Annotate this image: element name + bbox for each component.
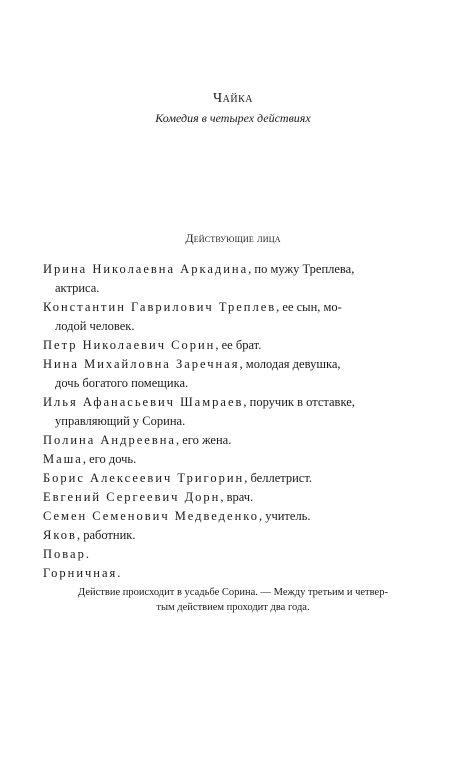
character-desc: , беллетрист. xyxy=(244,471,312,485)
cast-item xyxy=(43,431,401,450)
cast-item xyxy=(43,488,401,507)
cast-item xyxy=(43,469,401,488)
character-desc-cont: лодой человек. xyxy=(55,319,135,333)
cast-item xyxy=(43,564,401,583)
cast-item xyxy=(43,507,401,526)
cast-item xyxy=(43,393,401,431)
stage-note-line1: Действие происходит в усадьбе Сорина. — Между третьим и четвер- xyxy=(78,587,388,598)
cast-item xyxy=(43,260,401,298)
play-subtitle: Комедия в четырех действиях xyxy=(155,111,311,125)
play-title: Чайка xyxy=(213,91,253,106)
character-desc: , поручик в отставке, xyxy=(243,395,355,409)
cast-item xyxy=(43,355,401,393)
character-desc: . xyxy=(117,566,121,580)
cast-item xyxy=(43,336,401,355)
stage-note-line2: тым действием проходит два года. xyxy=(156,602,310,613)
cast-list xyxy=(43,260,401,583)
stage-note xyxy=(36,585,430,615)
character-name: Семен Семенович Медведенко xyxy=(43,509,259,523)
character-name: Повар xyxy=(43,547,86,561)
character-desc: , учитель. xyxy=(258,509,311,523)
character-desc: , ее брат. xyxy=(215,338,262,352)
character-name: Борис Алексеевич Тригорин xyxy=(43,471,245,485)
character-desc: . xyxy=(85,547,89,561)
character-name: Горничная xyxy=(43,566,118,580)
character-desc: , по мужу Треплева, xyxy=(248,262,355,276)
cast-item xyxy=(43,450,401,469)
character-desc: , его жена. xyxy=(175,433,232,447)
character-name: Маша xyxy=(43,452,83,466)
character-desc: , молодая девушка, xyxy=(239,357,341,371)
character-name: Константин Гаврилович Треплев xyxy=(43,300,277,314)
character-name: Петр Николаевич Сорин xyxy=(43,338,216,352)
character-name: Полина Андреевна xyxy=(43,433,176,447)
character-desc: , работник. xyxy=(76,528,136,542)
character-name: Нина Михайловна Заречная xyxy=(43,357,240,371)
cast-item xyxy=(43,545,401,564)
character-name: Ирина Николаевна Аркадина xyxy=(43,262,249,276)
character-desc: , ее сын, мо- xyxy=(276,300,342,314)
character-desc: , его дочь. xyxy=(82,452,137,466)
character-desc-cont: актриса. xyxy=(55,281,100,295)
character-name: Евгений Сергеевич Дорн xyxy=(43,490,221,504)
cast-item xyxy=(43,526,401,545)
character-desc-cont: дочь богатого помещика. xyxy=(55,376,189,390)
cast-heading: Действующие лица xyxy=(185,231,281,245)
cast-item xyxy=(43,298,401,336)
character-desc-cont: управляющий у Сорина. xyxy=(55,414,186,428)
character-desc: , врач. xyxy=(220,490,254,504)
character-name: Илья Афанасьевич Шамраев xyxy=(43,395,244,409)
character-name: Яков xyxy=(43,528,77,542)
